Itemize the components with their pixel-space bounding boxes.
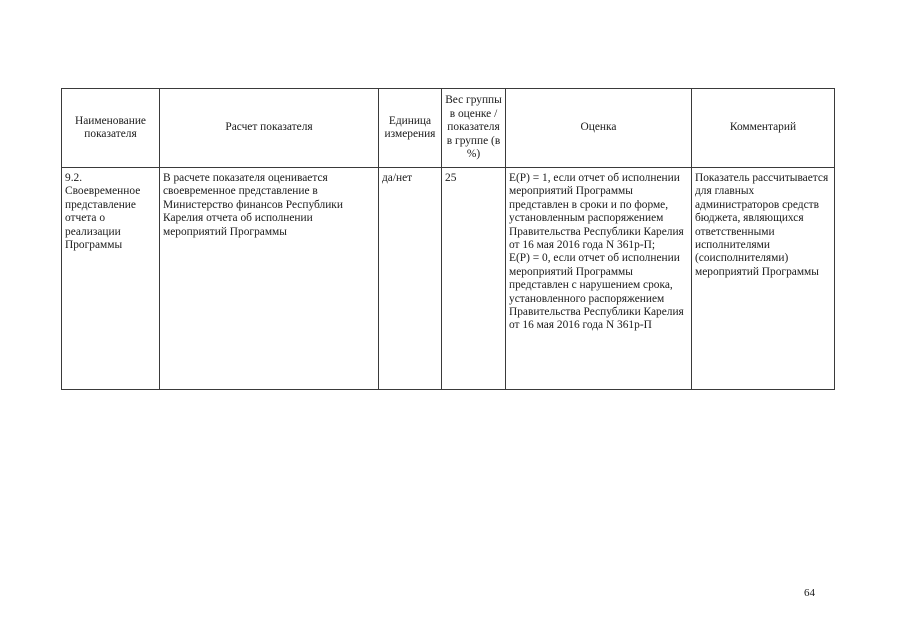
header-calculation: Расчет показателя xyxy=(160,89,379,168)
header-assessment: Оценка xyxy=(506,89,692,168)
indicator-table xyxy=(61,88,835,390)
cell-unit: да/нет xyxy=(379,168,442,390)
cell-indicator-name: 9.2. Своевременное представление отчета о реализации Программы xyxy=(62,168,160,390)
cell-calculation: В расчете показателя оценивается своевременное представление в Министерство финансов Республики Карелия отчета об исполнении мероприятий Программы xyxy=(160,168,379,390)
cell-weight: 25 xyxy=(442,168,506,390)
table-row xyxy=(62,168,835,390)
page-number: 64 xyxy=(804,587,815,599)
table-header-row xyxy=(62,89,835,168)
header-comment: Комментарий xyxy=(692,89,835,168)
cell-comment: Показатель рассчитывается для главных администраторов средств бюджета, являющихся ответственными исполнителями (соисполнителями) мероприятий Программы xyxy=(692,168,835,390)
header-unit: Единица измерения xyxy=(379,89,442,168)
header-weight: Вес группы в оценке / показателя в группе (в %) xyxy=(442,89,506,168)
cell-assessment: E(P) = 1, если отчет об исполнении мероприятий Программы представлен в сроки и по форме, установленным распоряжением Правительства Республики Карелия от 16 мая 2016 года N 361р-П; E(P) = 0, если отчет об исполнении мероприятий Программы представлен с нарушением срока, установленного распоряжением Правительства Республики Карелия от 16 мая 2016 года N 361р-П xyxy=(506,168,692,390)
header-indicator-name: Наименование показателя xyxy=(62,89,160,168)
